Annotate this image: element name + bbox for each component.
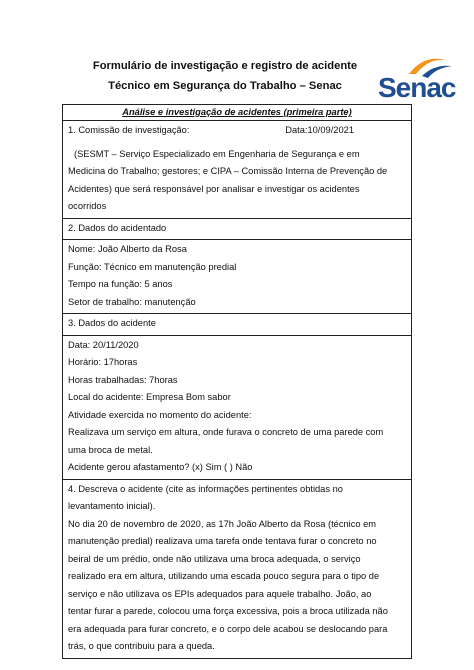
victim-time-in-role: Tempo na função: 5 anos bbox=[68, 279, 173, 289]
accident-location: Local do acidente: Empresa Bom sabor bbox=[68, 392, 231, 402]
commission-text-line: Medicina do Trabalho; gestores; e CIPA – Comissão Interna de Prevenção de bbox=[68, 166, 388, 176]
accident-section-label: 3. Dados do acidente bbox=[63, 314, 411, 336]
senac-logo-text: Senac bbox=[378, 72, 456, 103]
document-header-title-2: Técnico em Segurança do Trabalho – Senac bbox=[108, 80, 342, 92]
description-line: era adequada para furar concreto, e o corpo dele acabou se deslocando para bbox=[68, 623, 388, 634]
commission-text-line: (SESMT – Serviço Especializado em Engenharia de Segurança e em bbox=[74, 148, 360, 159]
document-header-title-1: Formulário de investigação e registro de acidente bbox=[92, 60, 358, 72]
accident-activity-line: uma broca de metal. bbox=[68, 444, 153, 455]
description-line: realizado era em altura, utilizando uma escada pouco segura para o tipo de bbox=[68, 571, 380, 581]
victim-role: Função: Técnico em manutenção predial bbox=[68, 261, 237, 272]
accident-activity-label: Atividade exercida no momento do acidente: bbox=[68, 409, 252, 420]
accident-hours-worked: Horas trabalhadas: 7horas bbox=[68, 374, 178, 385]
accident-activity-line: Realizava um serviço em altura, onde furava o concreto de uma parede com bbox=[68, 427, 384, 437]
commission-text-line: ocorridos bbox=[68, 201, 107, 211]
investigation-form bbox=[62, 104, 412, 659]
description-label-line: 4. Descreva o acidente (cite as informações pertinentes obtidas no bbox=[68, 483, 343, 494]
description-section bbox=[63, 480, 411, 659]
description-line: trás, o que contribuiu para a queda. bbox=[68, 641, 215, 651]
description-label-line: levantamento inicial). bbox=[68, 501, 156, 511]
accident-leave: Acidente gerou afastamento? (x) Sim ( ) Não bbox=[68, 462, 253, 472]
description-line: serviço e não utilizava os EPIs adequados para aquele trabalho. João, ao bbox=[68, 588, 372, 599]
victim-name: Nome: João Alberto da Rosa bbox=[68, 244, 187, 254]
commission-label: 1. Comissão de investigação: bbox=[68, 125, 190, 135]
accident-data bbox=[63, 336, 411, 480]
description-line: tentar furar a parede, colocou uma força excessiva, pois a broca utilizada não bbox=[68, 606, 388, 616]
accident-date: Data: 20/11/2020 bbox=[68, 339, 139, 350]
accident-time: Horário: 17horas bbox=[68, 357, 138, 367]
senac-logo bbox=[374, 42, 464, 112]
victim-section-label: 2. Dados do acidentado bbox=[63, 219, 411, 241]
commission-date: Data:10/09/2021 bbox=[285, 125, 354, 135]
victim-data bbox=[63, 240, 411, 314]
commission-text-line: Acidentes) que será responsável por analisar e investigar os acidentes bbox=[68, 183, 360, 194]
description-line: beiral de um prédio, onde não utilizava uma broca adequada, o serviço bbox=[68, 553, 361, 564]
commission-section bbox=[63, 121, 411, 219]
description-line: No dia 20 de novembro de 2020, as 17h João Alberto da Rosa (técnico em bbox=[68, 518, 377, 529]
section-title: Análise e investigação de acidentes (primeira parte) bbox=[63, 105, 411, 121]
description-line: manutenção predial) realizava uma tarefa onde tentava furar o concreto no bbox=[68, 536, 377, 546]
victim-sector: Setor de trabalho: manutenção bbox=[68, 296, 196, 307]
